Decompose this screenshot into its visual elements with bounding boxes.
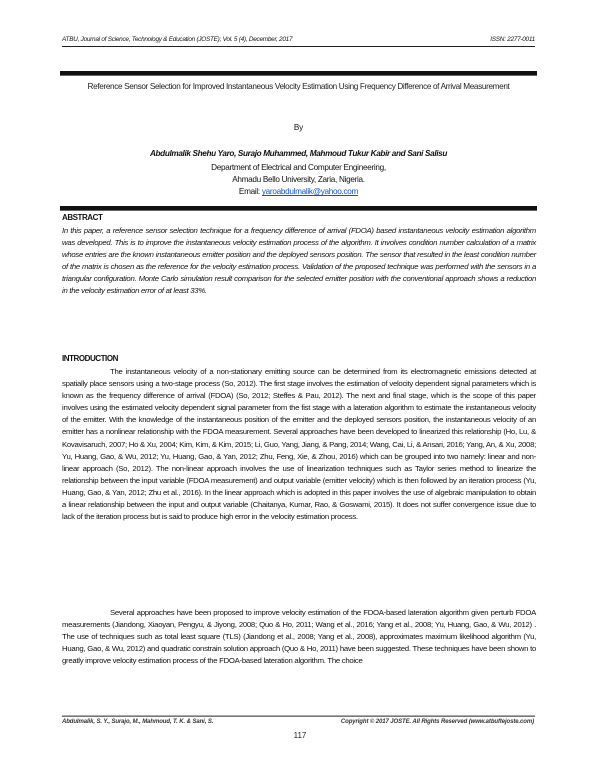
paragraph-text: The instantaneous velocity of a non-stationary emitting source can be determined from its electromagnetic emissions detected at spatially place sensors using a two-stage process (So, 2012). The first stage involves the estimation of velocity dependent signal parameters which is known as the frequency difference of arrival (FDOA) (So, 2012; Steffes & Pau, 2012). The next and final stage, which is the scope of this paper involves using the estimated velocity dependent signal parameter from the fist stage with a lateration algorithm to estimate the instantaneous velocity of the emitter. With the knowledge of the instantaneous position of the emitter and the deployed sensors position, the instantaneous velocity of an emitter has a nonlinear relationship with the FDOA measurement. Several approaches have been developed to linearized this relationship (Ho, Lu, & Kovavisaruch, 2007; Ho & Xu, 2004; Kim, Kim, & Kim, 2015; Li, Guo, Yang, Jiang, & Pang, 2014; Wang, Cai, Li, & Ansari, 2016; Yang, An, & Xu, 2008; Yu, Huang, Gao, & Wu, 2012; Yu, Huang, Gao, & Yan, 2012; Zhu, Feng, Xie, & Zhou, 2016) which can be grouped into two namely: linear and non-linear approach (So, 2012). The non-linear approach involves the use of linearization techniques such as Taylor series method to linearize the relationship between the input variable (FDOA measurement) and output variable (emitter velocity) which is then followed by an iteration process (Yu, Huang, Gao, & Yan, 2012; Zhu et al., 2016). In the linear approach which is adopted in this paper involves the use of algebraic manipulation to obtain a linear relationship between the input and output variable (Chaitanya, Kumar, Rao, & Goswami, 2015). It does not suffer convergence issue due to lack of the iteration process but is said to produce high error in the velocity estimation process. bbox=[62, 367, 536, 522]
email-label: Email: bbox=[238, 187, 260, 197]
department: Department of Electrical and Computer Engineering, bbox=[211, 163, 386, 172]
introduction-heading: INTRODUCTION bbox=[62, 354, 118, 363]
affiliation bbox=[62, 162, 535, 199]
byline-label: By bbox=[293, 123, 304, 132]
title-top-rule bbox=[60, 71, 537, 76]
article-title: Reference Sensor Selection for Improved Instantaneous Velocity Estimation Using Frequency Difference of Arrival Measurement bbox=[87, 82, 510, 91]
paragraph-text: Several approaches have been proposed to improve velocity estimation of the FDOA-based lateration algorithm given perturb FDOA measurements (Jiandong, Xiaoyan, Pengyu, & Jiyong, 2008; Quo & Ho, 2011; Wang et al., 2016; Yang et al., 2008; Yu, Huang, Gao, & Wu, 2012) . The use of techniques such as total least square (TLS) (Jiandong et al., 2008; Yang et al., 2008), approximates maximum likelihood algorithm (Yu, Huang, Gao, & Wu, 2012) and quadratic constrain solution approach (Quo & Ho, 2011) have been suggested. These techniques have been shown to greatly improve velocity estimation process of the FDOA-based lateration algorithm. The choice bbox=[62, 608, 536, 666]
authors: Abdulmalik Shehu Yaro, Surajo Muhammed, Mahmoud Tukur Kabir and Sani Salisu bbox=[149, 149, 448, 158]
email-line bbox=[62, 186, 535, 198]
introduction-paragraph bbox=[62, 607, 536, 667]
page-number: 117 bbox=[293, 731, 307, 740]
abstract-top-rule bbox=[60, 206, 537, 211]
issn: ISSN: 2277-0011 bbox=[490, 36, 535, 43]
email-link[interactable]: yaroabdulmalik@yahoo.com bbox=[261, 187, 359, 197]
journal-name: ATBU, Journal of Science, Technology & Education (JOSTE); Vol. 5 (4), December, 2017 bbox=[62, 36, 293, 43]
introduction-paragraph bbox=[62, 366, 536, 523]
abstract-heading: ABSTRACT bbox=[62, 213, 103, 222]
footer-rule bbox=[62, 715, 535, 717]
abstract-text: In this paper, a reference sensor selection technique for a frequency difference of arrival (FDOA) based instantaneous velocity estimation algorithm was developed. This is to improve the instantaneous velocity estimation process of the algorithm. It involves condition number calculation of a matrix whose entries are the known instantaneous emitter position and the deployed sensors position. The sensor that resulted in the least condition number of the matrix is chosen as the reference for the velocity estimation process. Validation of the proposed technique was performed with the sensors in a triangular configuration. Monte Carlo simulation result comparison for the selected emitter position with the conventional approach shows a reduction in the velocity estimation error of at least 33%. bbox=[62, 226, 536, 296]
footer-citation: Abdulmalik, S. Y., Surajo, M., Mahmoud, T. K. & Sani, S. bbox=[62, 719, 214, 725]
running-header bbox=[62, 36, 535, 47]
footer-copyright: Copyright © 2017 JOSTE. All Rights Reserved (www.atbuftejoste.com) bbox=[340, 719, 534, 725]
university: Ahmadu Bello University, Zaria, Nigeria. bbox=[232, 175, 365, 185]
